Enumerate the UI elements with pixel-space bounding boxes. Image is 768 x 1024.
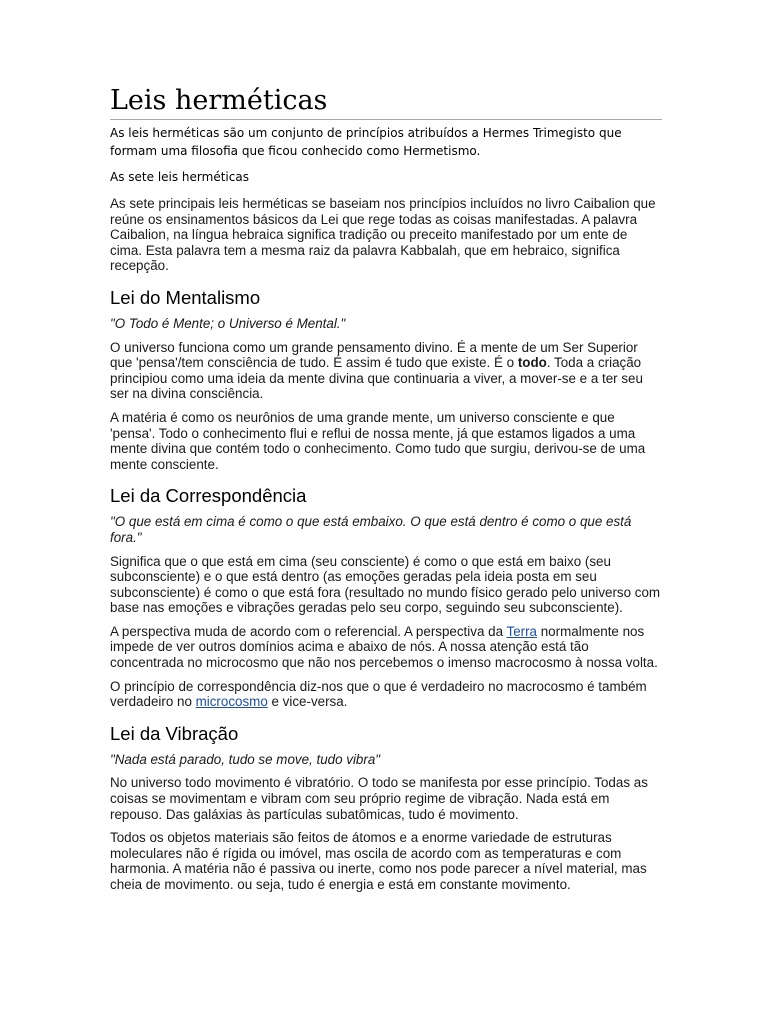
paragraph-vibracao-1: No universo todo movimento é vibratório. O todo se manifesta por esse princípio. Todas as coisas se movimentam e vibram com seu próprio regime de vibração. Nada está em repouso. Das galáxias às partículas subatômicas, tudo é movimento.	[110, 775, 648, 822]
intro-paragraph: As sete principais leis herméticas se baseiam nos princípios incluídos no livro Caibalion que reúne os ensinamentos básicos da Lei que rege todas as coisas manifestadas. A palavra Caibalion, na língua hebraica significa tradição ou preceito manifestado por um ente de cima. Esta palavra tem a mesma raiz da palavra Kabbalah, que em hebraico, significa recepção.	[110, 196, 656, 274]
quote-correspondencia: "O que está em cima é como o que está embaixo. O que está dentro é como o que está fora."	[110, 514, 632, 545]
text-run: . Toda a criação principiou como uma ideia da mente divina que continuaria a viver, a mover-se e a ter seu ser na divina consciência.	[110, 355, 643, 402]
article	[110, 84, 662, 893]
paragraph-correspondencia-3	[110, 679, 662, 710]
link-terra[interactable]: Terra	[506, 623, 538, 639]
paragraph-correspondencia-2	[110, 624, 662, 671]
heading-correspondencia: Lei da Correspondência	[110, 485, 307, 507]
paragraph-vibracao-2: Todos os objetos materiais são feitos de átomos e a enorme variedade de estruturas moleculares não é rígida ou imóvel, mas oscila de acordo com as temperaturas e com harmonia. A matéria não é passiva ou inerte, como nos pode parecer a nível material, mas cheia de movimento. ou seja, tudo é energia e está em constante movimento.	[110, 830, 647, 892]
paragraph-correspondencia-1: Significa que o que está em cima (seu consciente) é como o que está em baixo (seu subconsciente) e o que está dentro (as emoções geradas pela ideia posta em seu subconsciente) é como o que está fora (resultado no mundo físico gerado pelo universo com base nas emoções e vibrações geradas pelo seu corpo, seguindo seu subconsciente).	[110, 553, 661, 616]
text-run: O universo funciona como um grande pensamento divino. É a mente de um Ser Superior que 'pensa'/tem consciência de tudo. É assim é tudo que existe. É o	[110, 339, 638, 371]
text-run: A perspectiva muda de acordo com o referencial. A perspectiva da	[110, 623, 507, 639]
paragraph-mentalismo-2: A matéria é como os neurônios de uma grande mente, um universo consciente e que 'pensa'. Todo o conhecimento flui e reflui de nossa mente, já que estamos ligados a uma mente divina que contém todo o conhecimento. Como tudo que surgiu, derivou-se de uma mente consciente.	[110, 409, 646, 472]
text-run: e vice-versa.	[267, 694, 348, 710]
section-subtitle: As sete leis herméticas	[110, 170, 249, 184]
lead-summary: As leis herméticas são um conjunto de princípios atribuídos a Hermes Trimegisto que formam uma filosofia que ficou conhecido como Hermetismo.	[110, 126, 622, 158]
paragraph-mentalismo-1	[110, 340, 662, 402]
quote-vibracao: "Nada está parado, tudo se move, tudo vibra"	[110, 751, 381, 767]
link-microcosmo[interactable]: microcosmo	[195, 694, 268, 710]
bold-term: todo	[517, 355, 547, 371]
text-run: normalmente nos impede de ver outros domínios acima e abaixo de nós. A nossa atenção está tão concentrada no microcosmo que não nos percebemos o imenso macrocosmo à nossa volta.	[110, 623, 658, 671]
text-run: O princípio de correspondência diz-nos que o que é verdadeiro no macrocosmo é também verdadeiro no	[110, 678, 647, 710]
page-title: Leis herméticas	[110, 84, 662, 120]
heading-vibracao: Lei da Vibração	[110, 722, 239, 744]
heading-mentalismo: Lei do Mentalismo	[110, 286, 261, 308]
quote-mentalismo: "O Todo é Mente; o Universo é Mental."	[110, 315, 346, 331]
